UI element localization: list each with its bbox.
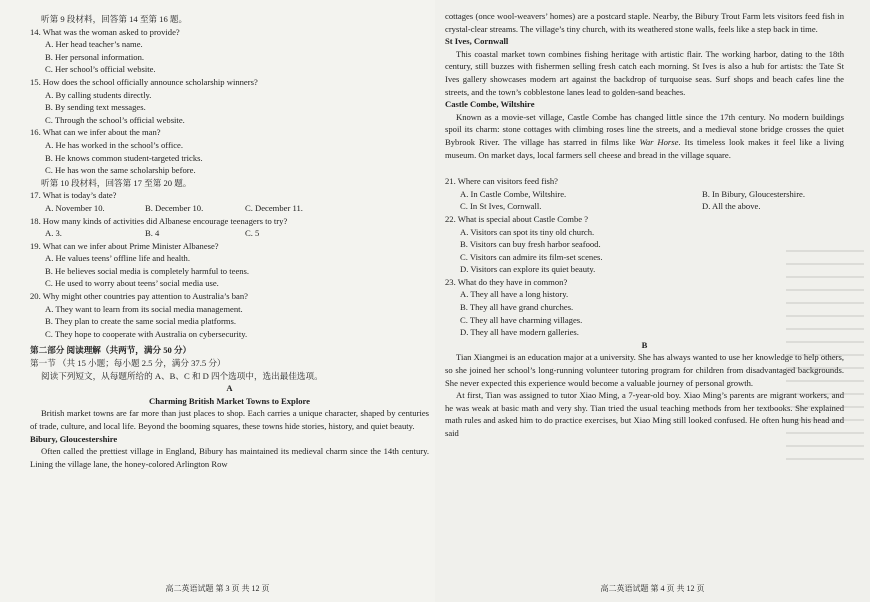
q22-option-b: B. Visitors can buy fresh harbor seafood.: [460, 239, 601, 250]
question-20: 20. Why might other countries pay attention to Australia’s ban?: [30, 291, 248, 302]
q22-option-d: D. Visitors can explore its quiet beauty.: [460, 264, 596, 275]
q19-option-b: B. He believes social media is completely harmful to teens.: [45, 265, 250, 276]
q22-option-a: A. Visitors can spot its tiny old church.: [460, 226, 595, 237]
question-16: 16. What can we infer about the man?: [30, 127, 161, 138]
q17-option-b: B. December 10.: [145, 202, 204, 213]
question-19: 19. What can we infer about Prime Minister Albanese?: [30, 240, 219, 251]
q21-option-d: D. All the above.: [702, 201, 761, 212]
q23-option-a: A. They all have a long history.: [460, 289, 569, 300]
passage-a-paragraph-2: Often called the prettiest village in England, Bibury has maintained its medieval charm since the 14th century. Lining the village lane, the honey-colored Arlington Row: [30, 446, 429, 469]
film-title: War Horse: [639, 136, 679, 147]
q21-option-b: B. In Bibury, Gloucestershire.: [702, 188, 806, 199]
q20-option-c: C. They hope to cooperate with Australia on cybersecurity.: [45, 328, 248, 339]
passage-a-paragraph-2-continued: cottages (once wool-weavers’ homes) are a postcard staple. Nearby, the Bibury Trout Farm lets visitors feed fish in crystal-clear streams. The village’s tiny church, with its weathered stone walls, feels like a step back in time.: [445, 11, 844, 34]
heading-bibury: Bibury, Gloucestershire: [30, 433, 118, 444]
section-one-heading: 第一节 （共 15 小题；每小题 2.5 分，满分 37.5 分）: [30, 358, 226, 369]
q18-option-c: C. 5: [245, 228, 260, 239]
q17-option-a: A. November 10.: [45, 202, 105, 213]
q17-option-c: C. December 11.: [245, 202, 303, 213]
passage-a-title: Charming British Market Towns to Explore: [149, 395, 310, 406]
passage-b-paragraph-1: Tian Xiangmei is an education major at a university. She has always wanted to use her knowledge to help others, so she joined her school’s long-running volunteer tutoring program for children from disadvantaged backgrounds. She never expected this experience would become a valuable journey of personal growth.: [445, 352, 844, 388]
q14-option-a: A. Her head teacher’s name.: [45, 39, 143, 50]
question-17: 17. What is today’s date?: [30, 190, 117, 201]
passage-a-paragraph-4: [445, 111, 844, 161]
q14-option-c: C. Her school’s official website.: [45, 64, 156, 75]
paragraph-4-text-end: . Its timeless look makes it feel like a living museum. On market days, local farmers sell cheese and bread in the village square.: [445, 136, 844, 160]
question-21: 21. Where can visitors feed fish?: [445, 176, 558, 187]
q15-option-a: A. By calling students directly.: [45, 89, 152, 100]
page-footer-right: 高二英语试题 第 4 页 共 12 页: [600, 584, 705, 593]
page-footer-left: 高二英语试题 第 3 页 共 12 页: [165, 584, 270, 593]
listening-instruction-10: 听第 10 段材料，回答第 17 至第 20 题。: [41, 177, 192, 188]
question-18: 18. How many kinds of activities did Albanese encourage teenagers to try?: [30, 215, 288, 226]
q21-option-c: C. In St Ives, Cornwall.: [460, 201, 542, 212]
q23-option-c: C. They all have charming villages.: [460, 314, 583, 325]
paragraph-4-text-start: Known as a movie-set village, Castle Combe has changed little since the 17th century. No modern buildings spoil its charm: stone cottages with climbing roses line the streets, and a medieval stone bridge crosses the quiet Bybrook River. The village has starred in films like: [445, 111, 844, 147]
right-page: [435, 0, 870, 602]
part-two-heading: 第二部分 阅读理解（共两节，满分 50 分）: [30, 345, 192, 356]
q21-option-a: A. In Castle Combe, Wiltshire.: [460, 188, 567, 199]
q21-options-row-2: [445, 200, 844, 213]
heading-st-ives: St Ives, Cornwall: [445, 36, 509, 47]
q18-option-a: A. 3.: [45, 228, 62, 239]
question-15: 15. How does the school officially announce scholarship winners?: [30, 76, 258, 87]
passage-a-label: A: [226, 383, 233, 394]
passage-b-label: B: [641, 339, 648, 350]
q20-option-b: B. They plan to create the same social media platforms.: [45, 316, 236, 327]
passage-a-paragraph-3: This coastal market town combines fishing heritage with artistic flair. The working harbor, dating to the 18th century, still buzzes with fishermen selling fresh catch each morning. St Ives is also a hub for artists: the Tate St Ives gallery showcases modern art against the backdrop of turquoise seas. Surf shops and beach cafes line the streets, and the town’s cobblestone lanes lead to golden-sand beaches.: [445, 48, 844, 97]
bleed-through-shadow: [786, 250, 864, 460]
heading-castle-combe: Castle Combe, Wiltshire: [445, 99, 535, 110]
q16-option-c: C. He has won the same scholarship before.: [45, 165, 196, 176]
q15-option-b: B. By sending text messages.: [45, 102, 146, 113]
question-23: 23. What do they have in common?: [445, 276, 568, 287]
q17-options: [30, 202, 429, 215]
q19-option-a: A. He values teens’ offline life and health.: [45, 253, 191, 264]
q18-options: [30, 227, 429, 240]
q23-option-b: B. They all have grand churches.: [460, 302, 574, 313]
q20-option-a: A. They want to learn from its social media management.: [45, 303, 243, 314]
q18-option-b: B. 4: [145, 228, 160, 239]
listening-instruction-9: 听第 9 段材料，回答第 14 至第 16 题。: [41, 14, 188, 24]
q16-option-a: A. He has worked in the school’s office.: [45, 139, 184, 150]
question-22: 22. What is special about Castle Combe ?: [445, 213, 589, 224]
q21-options-row-1: [445, 188, 844, 201]
passage-a-paragraph-1: British market towns are far more than just places to shop. Each carries a unique character, shaped by centuries of trade, culture, and local life. Beyond the booming squares, these towns hide stories, history, and quiet beauty.: [30, 408, 429, 431]
q19-option-c: C. He used to worry about teens’ social media use.: [45, 278, 219, 289]
passage-b-paragraph-2: At first, Tian was assigned to tutor Xiao Ming, a 7-year-old boy. Xiao Ming’s parents are migrant workers, and he was weak at basic math and very shy. Tian tried the usual teaching methods from her textbooks. She explained math rules and asked him to do practice exercises, but Xiao Ming still looked confused. He often hung his head and said: [445, 390, 844, 438]
q16-option-b: B. He knows common student-targeted tricks.: [45, 152, 203, 163]
q23-option-d: D. They all have modern galleries.: [460, 327, 579, 338]
q14-option-b: B. Her personal information.: [45, 51, 145, 62]
reading-instruction: 阅读下列短文，从每题所给的 A、B、C 和 D 四个选项中，选出最佳选项。: [41, 370, 323, 381]
q22-option-c: C. Visitors can admire its film-set scenes.: [460, 251, 603, 262]
question-14: 14. What was the woman asked to provide?: [30, 26, 180, 37]
q15-option-c: C. Through the school’s official website.: [45, 114, 185, 125]
